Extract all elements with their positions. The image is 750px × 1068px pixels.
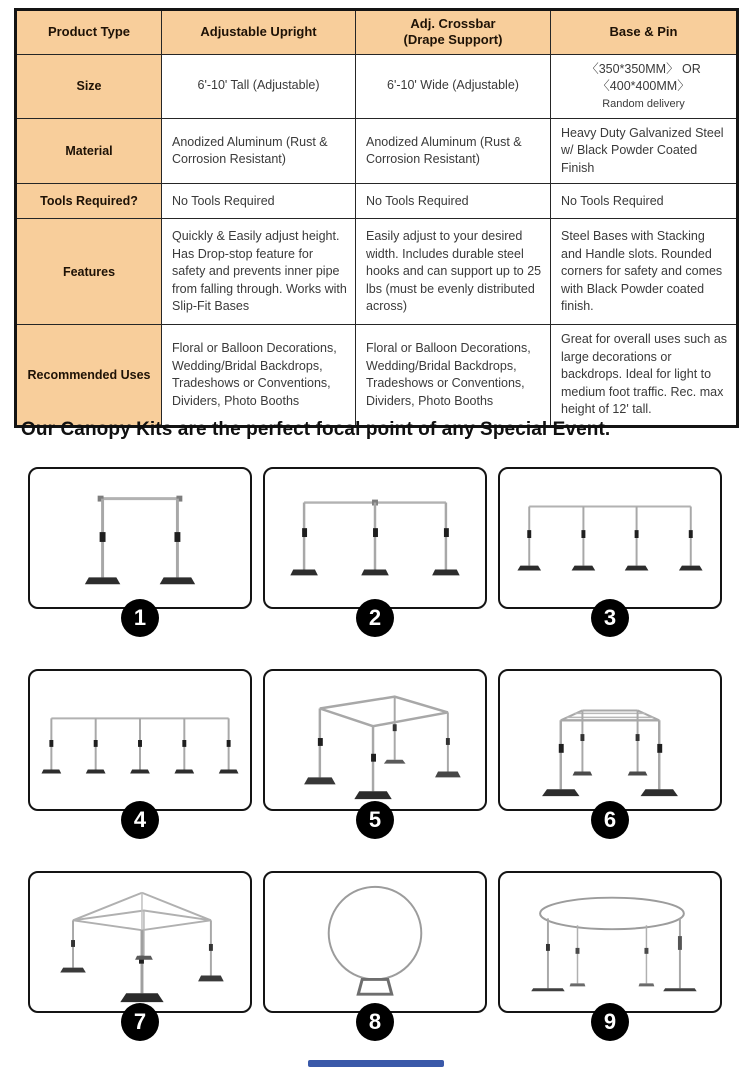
- material-base-value: Heavy Duty Galvanized Steel w/ Black Powder Coated Finish: [561, 125, 724, 175]
- uses-crossbar-value: Floral or Balloon Decorations, Wedding/Bridal Backdrops, Tradeshows or Conventions, Dividers, Photo Booths: [366, 341, 531, 408]
- header-crossbar-line2: (Drape Support): [403, 32, 503, 48]
- row-label-features: [16, 219, 162, 325]
- row-label-tools: [16, 184, 162, 219]
- header-upright-label: Adjustable Upright: [200, 24, 317, 40]
- item-number-badge-3: 3: [591, 599, 629, 637]
- size-upright-value: 6'-10' Tall (Adjustable): [197, 78, 320, 93]
- item-number-badge-9: 9: [591, 1003, 629, 1041]
- cell-features-crossbar: [356, 219, 551, 325]
- square-canopy-frame-icon: [266, 675, 484, 805]
- item-number-badge-6: 6: [591, 801, 629, 839]
- item-number-badge-5: 5: [356, 801, 394, 839]
- cell-features-upright: [162, 219, 356, 325]
- features-upright-value: Quickly & Easily adjust height. Has Drop-stop feature for safety and prevents inner pipe from falling through. Works with Slip-Fit Bases: [172, 229, 347, 314]
- cell-material-upright: [162, 118, 356, 184]
- tools-crossbar-value: No Tools Required: [366, 193, 469, 208]
- uses-label: Recommended Uses: [27, 368, 151, 383]
- size-crossbar-value: 6'-10' Wide (Adjustable): [387, 78, 519, 93]
- item-number-badge-8: 8: [356, 1003, 394, 1041]
- row-tools-required: [16, 184, 738, 219]
- cell-tools-base: [551, 184, 738, 219]
- row-material: [16, 118, 738, 184]
- gallery-item-3: [498, 467, 722, 630]
- cell-tools-crossbar: [356, 184, 551, 219]
- cell-material-base: [551, 118, 738, 184]
- item-number-badge-2: 2: [356, 599, 394, 637]
- tools-base-value: No Tools Required: [561, 193, 664, 208]
- header-adjustable-upright: [162, 10, 356, 55]
- item-number-badge-4: 4: [121, 801, 159, 839]
- canopy-kit-gallery: [28, 467, 722, 1034]
- features-label: Features: [62, 264, 116, 279]
- tools-label: Tools Required?: [40, 194, 138, 209]
- cell-material-crossbar: [356, 118, 551, 184]
- row-label-uses: [16, 325, 162, 427]
- peaked-canopy-frame-icon: [31, 877, 249, 1007]
- item-number-badge-1: 1: [121, 599, 159, 637]
- header-base-pin-label: Base & Pin: [609, 24, 678, 40]
- size-base-dimensions: 〈350*350MM〉 OR 〈400*400MM〉: [586, 61, 701, 93]
- cell-uses-upright: [162, 325, 356, 427]
- canopy-kits-headline: Our Canopy Kits are the perfect focal point of any Special Event.: [21, 419, 611, 440]
- cell-uses-base: [551, 325, 738, 427]
- row-size: [16, 54, 738, 118]
- row-recommended-uses: [16, 325, 738, 427]
- cell-tools-upright: [162, 184, 356, 219]
- four-post-backdrop-frame-icon: [501, 473, 719, 603]
- header-adj-crossbar: [356, 10, 551, 55]
- five-post-backdrop-frame-icon: [31, 675, 249, 805]
- cell-size-upright: [162, 54, 356, 118]
- material-label: Material: [65, 144, 113, 159]
- gallery-item-4: [28, 669, 252, 832]
- cell-uses-crossbar: [356, 325, 551, 427]
- features-base-value: Steel Bases with Stacking and Handle slots. Rounded corners for safety and comes with Black Powder coated finish.: [561, 229, 723, 314]
- table-header-row: [16, 10, 738, 55]
- cell-size-base: [551, 54, 738, 118]
- header-product-type: [16, 10, 162, 55]
- item-number-badge-7: 7: [121, 1003, 159, 1041]
- size-base-note: Random delivery: [602, 97, 685, 110]
- gallery-item-1: [28, 467, 252, 630]
- row-label-size: [16, 54, 162, 118]
- header-base-pin: [551, 10, 738, 55]
- size-label: Size: [76, 79, 102, 94]
- product-spec-table: [14, 8, 739, 428]
- two-post-backdrop-frame-icon: [31, 473, 249, 603]
- row-features: [16, 219, 738, 325]
- square-canopy-multi-bar-frame-icon: [501, 675, 719, 805]
- tools-upright-value: No Tools Required: [172, 193, 275, 208]
- features-crossbar-value: Easily adjust to your desired width. Includes durable steel hooks and can support up to 25 lbs (must be evenly distributed across): [366, 229, 542, 314]
- header-product-type-label: Product Type: [47, 24, 131, 40]
- row-label-material: [16, 118, 162, 184]
- round-canopy-frame-icon: [501, 877, 719, 1007]
- header-crossbar-line1: Adj. Crossbar: [410, 16, 496, 31]
- uses-base-value: Great for overall uses such as large decorations or backdrops. Ideal for light to medium foot traffic. Rec. max height of 12' tall.: [561, 332, 728, 417]
- uses-upright-value: Floral or Balloon Decorations, Wedding/Bridal Backdrops, Tradeshows or Conventions, Dividers, Photo Booths: [172, 341, 337, 408]
- material-upright-value: Anodized Aluminum (Rust & Corrosion Resistant): [172, 134, 328, 167]
- bottom-scroll-indicator[interactable]: [308, 1060, 444, 1067]
- material-crossbar-value: Anodized Aluminum (Rust & Corrosion Resistant): [366, 134, 522, 167]
- gallery-item-8: [263, 871, 487, 1034]
- gallery-item-6: [498, 669, 722, 832]
- cell-size-crossbar: [356, 54, 551, 118]
- gallery-item-2: [263, 467, 487, 630]
- three-post-backdrop-frame-icon: [266, 473, 484, 603]
- circle-arch-stand-icon: [266, 877, 484, 1007]
- gallery-item-7: [28, 871, 252, 1034]
- gallery-item-9: [498, 871, 722, 1034]
- gallery-item-5: [263, 669, 487, 832]
- cell-features-base: [551, 219, 738, 325]
